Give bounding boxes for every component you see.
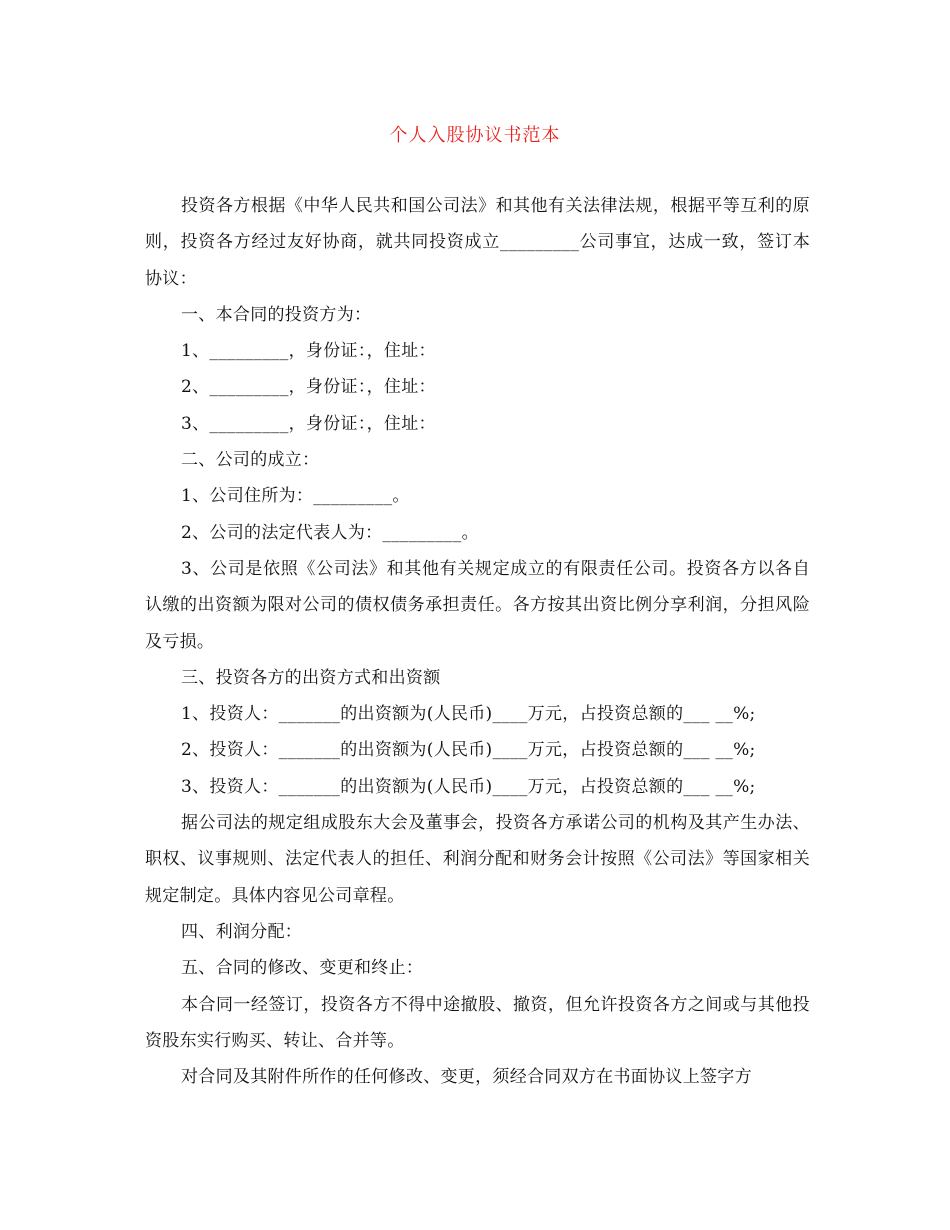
company-liability-paragraph: 3、公司是依照《公司法》和其他有关规定成立的有限责任公司。投资各方以各自认缴的出资额为限对公司的债权债务承担责任。各方按其出资比例分享利润，分担风险及亏损。 bbox=[145, 558, 810, 652]
investor-line: 1、_________，身份证：，住址： bbox=[181, 341, 436, 362]
section-heading-profit: 四、利润分配： bbox=[181, 921, 303, 942]
investor-line: 2、_________，身份证：，住址： bbox=[181, 377, 436, 398]
amendment-paragraph: 对合同及其附件所作的任何修改、变更，须经合同双方在书面协议上签字方 bbox=[181, 1067, 752, 1088]
contribution-line: 1、投资人：_______的出资额为(人民币)____万元，占投资总额的___ __%; bbox=[181, 704, 756, 725]
company-address-line: 1、公司住所为：_________。 bbox=[181, 486, 410, 507]
section-heading-contribution: 三、投资各方的出资方式和出资额 bbox=[181, 667, 441, 688]
withdrawal-paragraph: 本合同一经签订，投资各方不得中途撤股、撤资，但允许投资各方之间或与其他投资股东实行购买、转让、合并等。 bbox=[145, 994, 810, 1051]
document-body bbox=[145, 188, 810, 1095]
legal-representative-line: 2、公司的法定代表人为：_________。 bbox=[181, 522, 479, 543]
contribution-line: 3、投资人：_______的出资额为(人民币)____万元，占投资总额的___ __%; bbox=[181, 776, 756, 797]
contribution-line: 2、投资人：_______的出资额为(人民币)____万元，占投资总额的___ __%; bbox=[181, 740, 756, 761]
section-heading-investors: 一、本合同的投资方为： bbox=[181, 304, 372, 325]
document-title: 个人入股协议书范本 bbox=[389, 125, 561, 146]
governance-paragraph: 据公司法的规定组成股东大会及董事会，投资各方承诺公司的机构及其产生办法、职权、议事规则、法定代表人的担任、利润分配和财务会计按照《公司法》等国家相关规定制定。具体内容见公司章程。 bbox=[145, 813, 810, 906]
investor-line: 3、_________，身份证：，住址： bbox=[181, 413, 436, 434]
paragraph-intro: 投资各方根据《中华人民共和国公司法》和其他有关法律法规，根据平等互利的原则，投资各方经过友好协商，就共同投资成立_________公司事宜，达成一致，签订本协议： bbox=[145, 196, 810, 289]
section-heading-establishment: 二、公司的成立： bbox=[181, 450, 320, 471]
section-heading-modification: 五、合同的修改、变更和终止： bbox=[181, 958, 424, 979]
